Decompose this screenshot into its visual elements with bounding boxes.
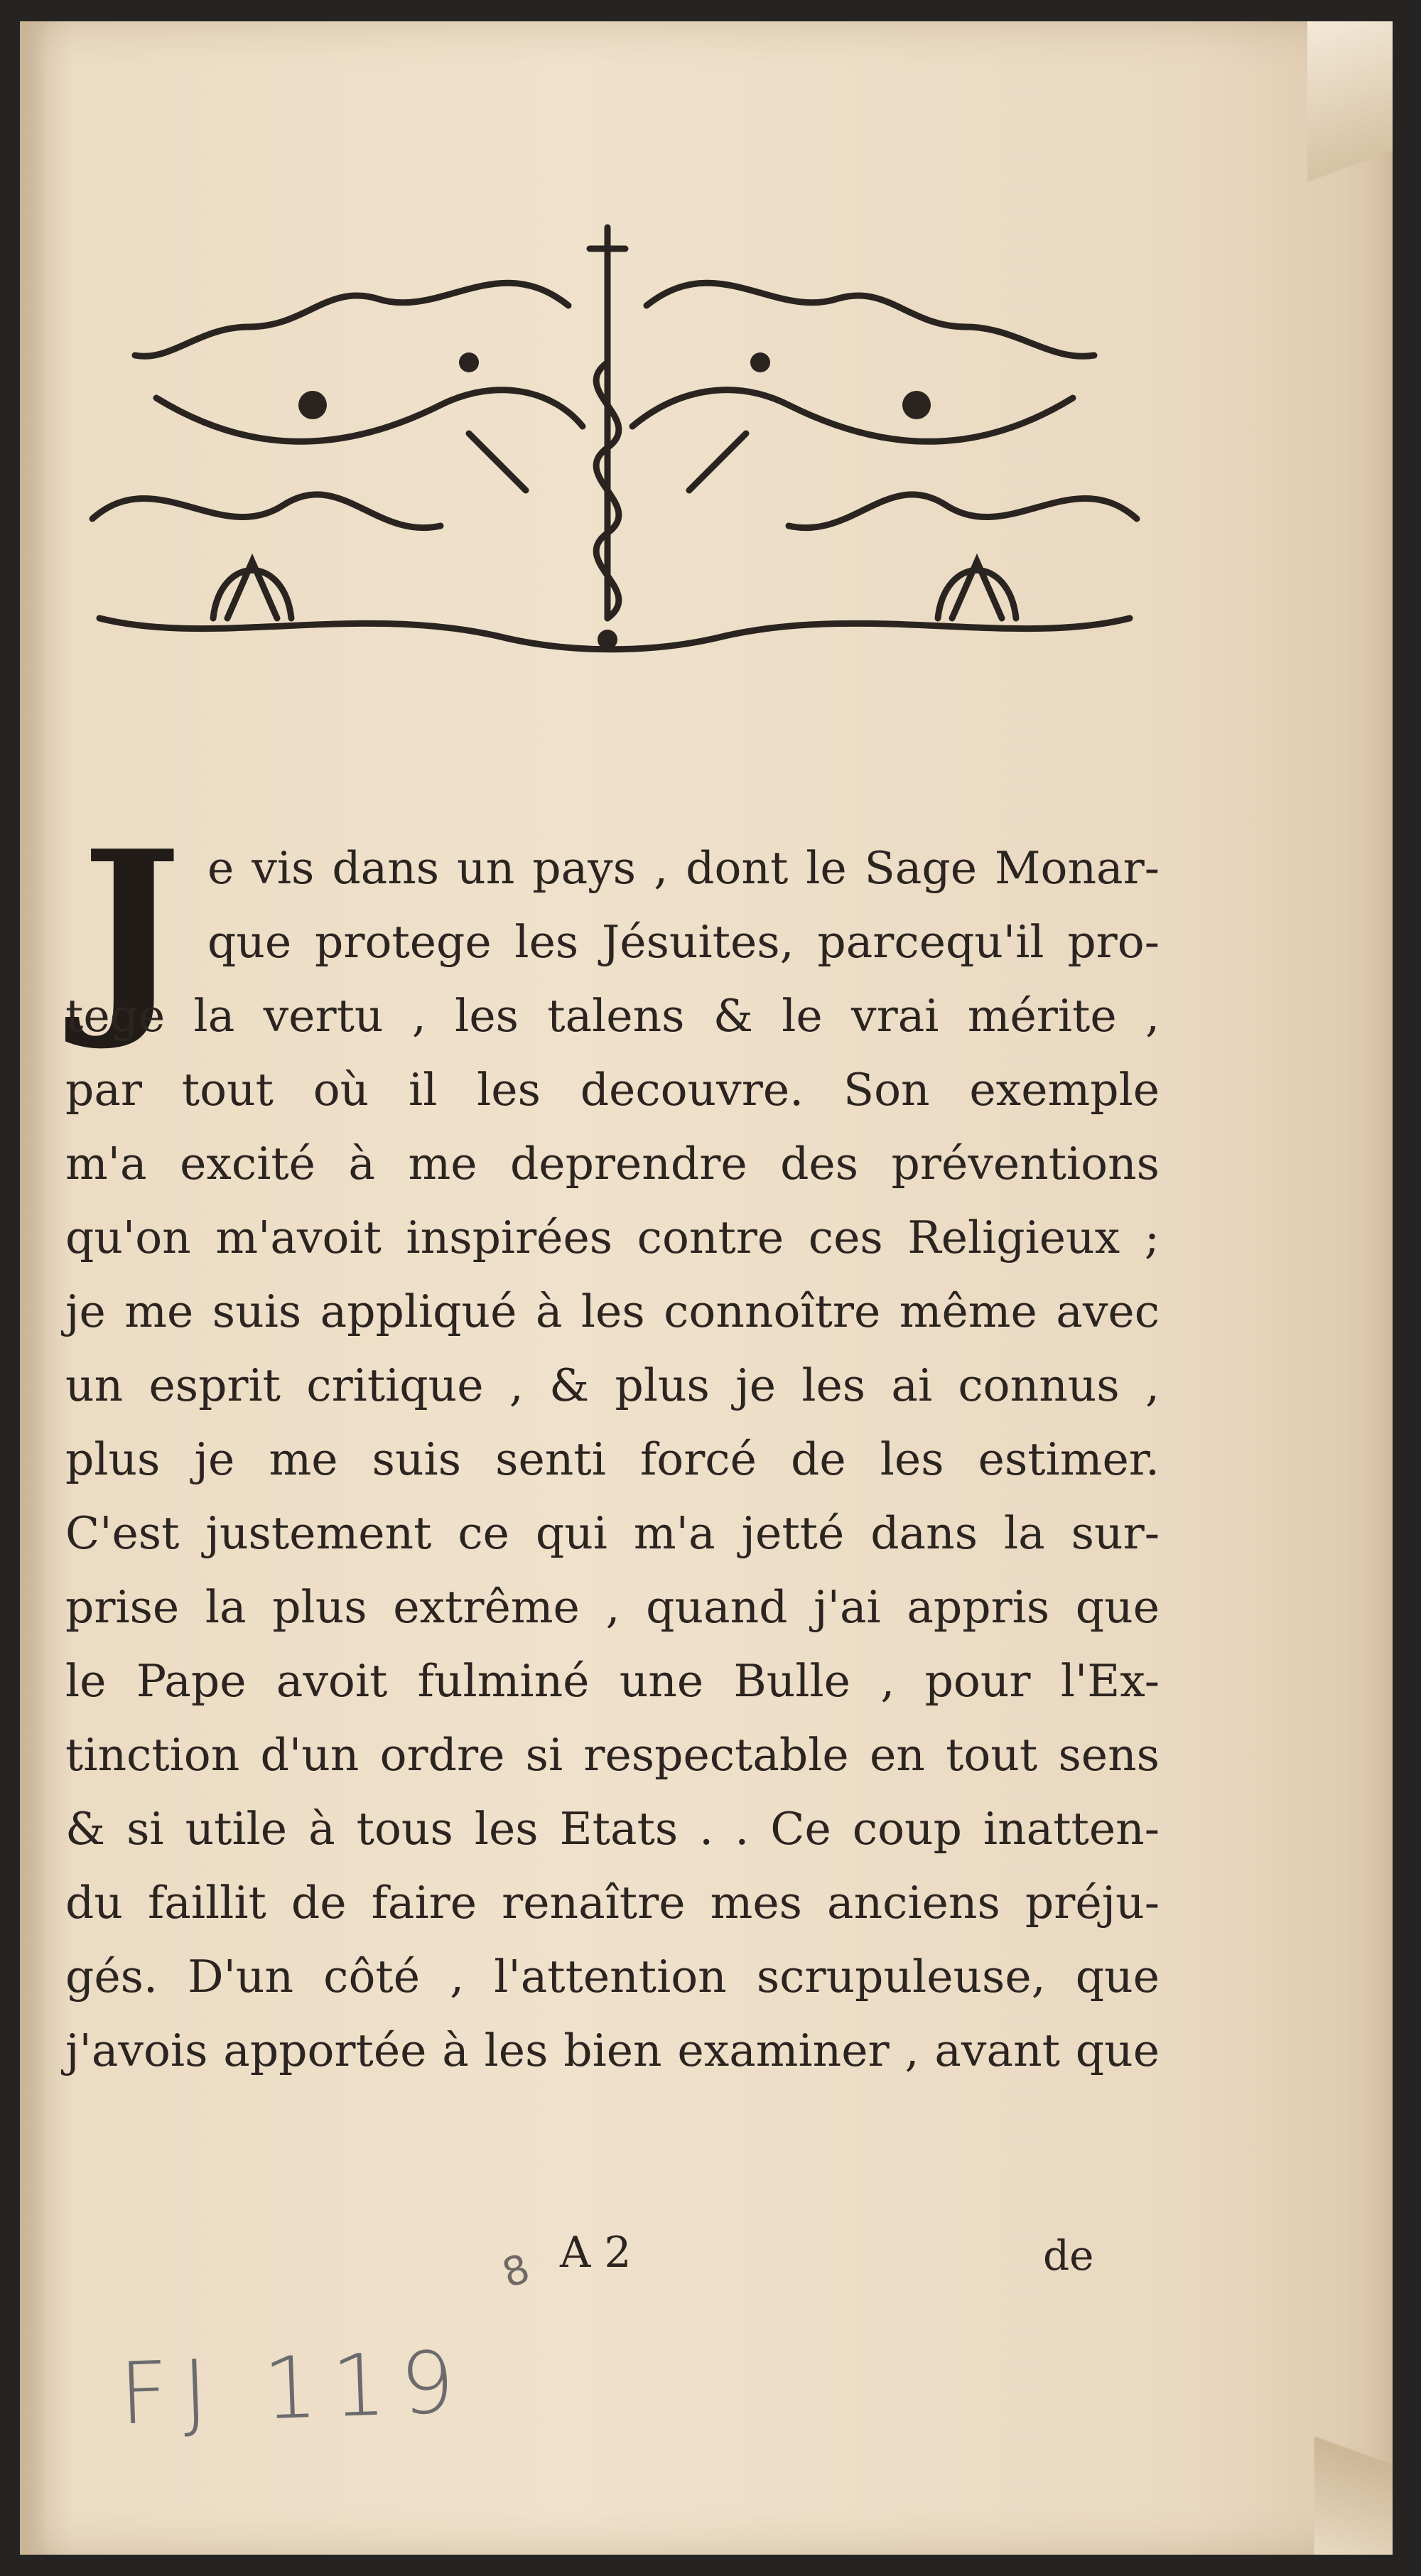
ornamental-headpiece — [71, 220, 1157, 654]
text-line: plus je me suis senti forcé de les estimer. — [65, 1433, 1160, 1485]
headpiece-shell-right — [938, 561, 1016, 618]
text-line: un esprit critique , & plus je les ai connus , — [65, 1359, 1160, 1411]
paper-leaf — [20, 21, 1393, 2555]
text-line: je me suis appliqué à les connoître même avec — [65, 1286, 1160, 1337]
shelfmark-handwritten: FJ 119 — [117, 2333, 470, 2445]
text-line: m'a excité à me deprendre des préventions — [65, 1138, 1160, 1190]
headpiece-scroll-right — [647, 283, 1094, 356]
signature-mark: A 2 — [560, 2228, 632, 2278]
headpiece-shell-left — [213, 561, 291, 618]
text-line: gés. D'un côté , l'attention scrupuleuse, que — [65, 1951, 1160, 2003]
text-line: C'est justement ce qui m'a jetté dans la sur- — [65, 1507, 1160, 1559]
text-line: qu'on m'avoit inspirées contre ces Religieux ; — [65, 1212, 1160, 1263]
text-line: j'avois apportée à les bien examiner , avant que — [65, 2025, 1160, 2076]
text-line: que protege les Jésuites, parcequ'il pro- — [207, 916, 1160, 968]
headpiece-caduceus — [596, 362, 619, 618]
text-line: tege la vertu , les talens & le vrai mérite , — [65, 990, 1160, 1042]
text-line: le Pape avoit fulminé une Bulle , pour l'Ex- — [65, 1655, 1160, 1707]
headpiece-scroll-left — [135, 283, 568, 356]
drop-cap-initial: J — [81, 804, 182, 1055]
text-line: & si utile à tous les Etats . . Ce coup inatten- — [65, 1803, 1160, 1855]
headpiece-cross — [590, 227, 625, 270]
text-line: du faillit de faire renaître mes anciens préju- — [65, 1877, 1160, 1929]
text-line: tinction d'un ordre si respectable en tout sens — [65, 1729, 1160, 1781]
spine-edge — [20, 21, 48, 2555]
pencil-annotation: 8 — [497, 2245, 536, 2297]
text-line: prise la plus extrême , quand j'ai appris que — [65, 1581, 1160, 1633]
catchword: de — [1043, 2231, 1094, 2280]
worn-corner — [1314, 2384, 1393, 2555]
text-line: e vis dans un pays , dont le Sage Monar- — [207, 842, 1160, 894]
text-line: par tout où il les decouvre. Son exemple — [65, 1064, 1160, 1116]
corner-fold — [1307, 21, 1393, 256]
